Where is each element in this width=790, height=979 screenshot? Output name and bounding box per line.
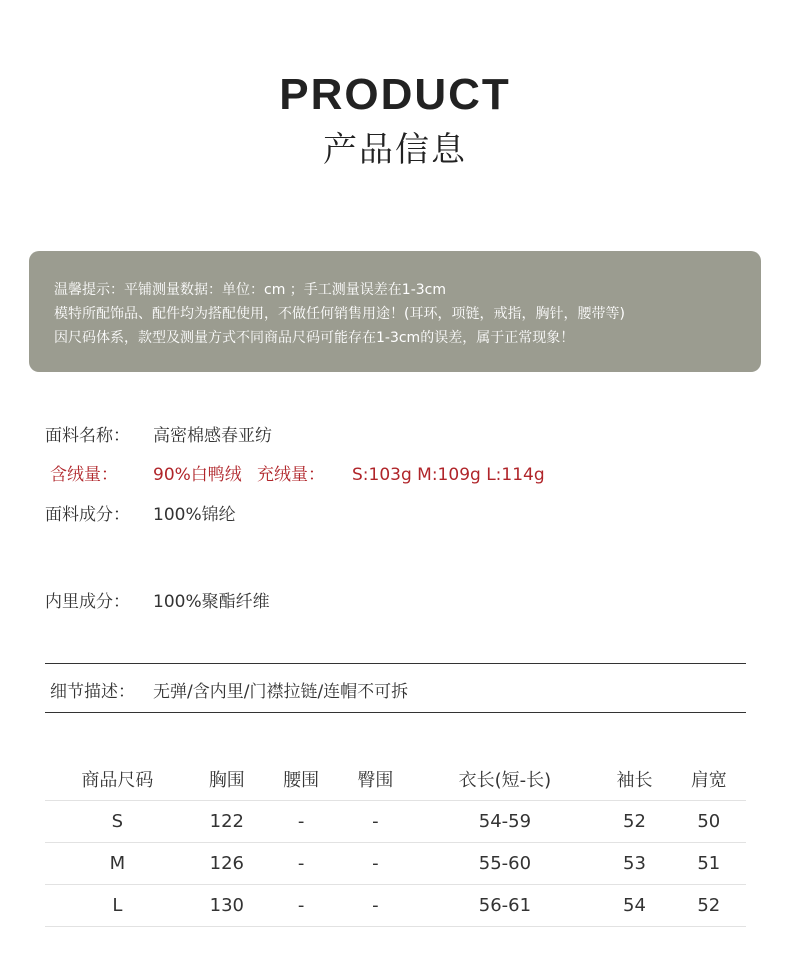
notice-line: 温馨提示：平铺测量数据：单位：cm ；手工测量误差在1-3cm: [54, 282, 446, 298]
table-cell: 52: [597, 801, 671, 843]
size-table: [45, 758, 746, 927]
composition-label: 面料成分：: [45, 505, 130, 525]
lining-row: [45, 587, 270, 612]
composition-value: 100%锦纶: [153, 505, 236, 525]
table-cell: 54-59: [413, 801, 598, 843]
table-cell: L: [45, 885, 190, 927]
table-cell: 122: [190, 801, 264, 843]
fabric-value: 高密棉感春亚纺: [153, 426, 272, 446]
lining-value: 100%聚酯纤维: [153, 592, 270, 612]
divider-top: [45, 663, 746, 664]
size-table-header: [45, 758, 746, 801]
header-size: 商品尺码: [81, 770, 154, 791]
fabric-label: 面料名称：: [45, 426, 130, 446]
fill-label: 充绒量：: [257, 465, 325, 485]
detail-value: 无弹/含内里/门襟拉链/连帽不可拆: [153, 682, 409, 702]
fabric-row: [45, 421, 272, 446]
table-cell: 50: [672, 801, 746, 843]
table-row: [45, 885, 746, 927]
table-cell: 55-60: [413, 843, 598, 885]
down-label: 含绒量：: [50, 465, 118, 485]
page-title-en: PRODUCT: [279, 70, 511, 119]
table-cell: -: [264, 885, 338, 927]
header-hip: 臀围: [357, 770, 394, 791]
table-cell: 130: [190, 885, 264, 927]
table-row: [45, 843, 746, 885]
table-cell: -: [264, 843, 338, 885]
detail-label: 细节描述：: [50, 682, 135, 702]
page-title-cn: 产品信息: [323, 130, 467, 170]
header-length: 衣长(短-长): [458, 770, 552, 791]
header-sleeve: 袖长: [616, 770, 653, 791]
divider-bottom: [45, 712, 746, 713]
table-cell: 51: [672, 843, 746, 885]
header-chest: 胸围: [208, 770, 245, 791]
down-value: 90%白鸭绒: [153, 465, 242, 485]
lining-label: 内里成分：: [45, 592, 130, 612]
table-cell: M: [45, 843, 190, 885]
table-cell: -: [338, 843, 412, 885]
table-cell: 126: [190, 843, 264, 885]
table-cell: S: [45, 801, 190, 843]
notice-line: 模特所配饰品、配件均为搭配使用，不做任何销售用途！(耳环，项链，戒指，胸针，腰带等): [54, 306, 625, 322]
composition-row: [45, 500, 236, 525]
table-cell: -: [338, 801, 412, 843]
header-waist: 腰围: [283, 770, 320, 791]
table-cell: 56-61: [413, 885, 598, 927]
down-row: [50, 460, 545, 485]
notice-line: 因尺码体系，款型及测量方式不同商品尺码可能存在1-3cm的误差，属于正常现象！: [54, 330, 575, 346]
table-cell: 53: [597, 843, 671, 885]
notice-box: [29, 251, 761, 372]
table-cell: 54: [597, 885, 671, 927]
table-cell: -: [338, 885, 412, 927]
table-cell: 52: [672, 885, 746, 927]
fill-value: S:103g M:109g L:114g: [352, 465, 545, 485]
detail-row: [50, 677, 408, 702]
table-cell: -: [264, 801, 338, 843]
table-row: [45, 801, 746, 843]
header-shoulder: 肩宽: [690, 770, 727, 791]
